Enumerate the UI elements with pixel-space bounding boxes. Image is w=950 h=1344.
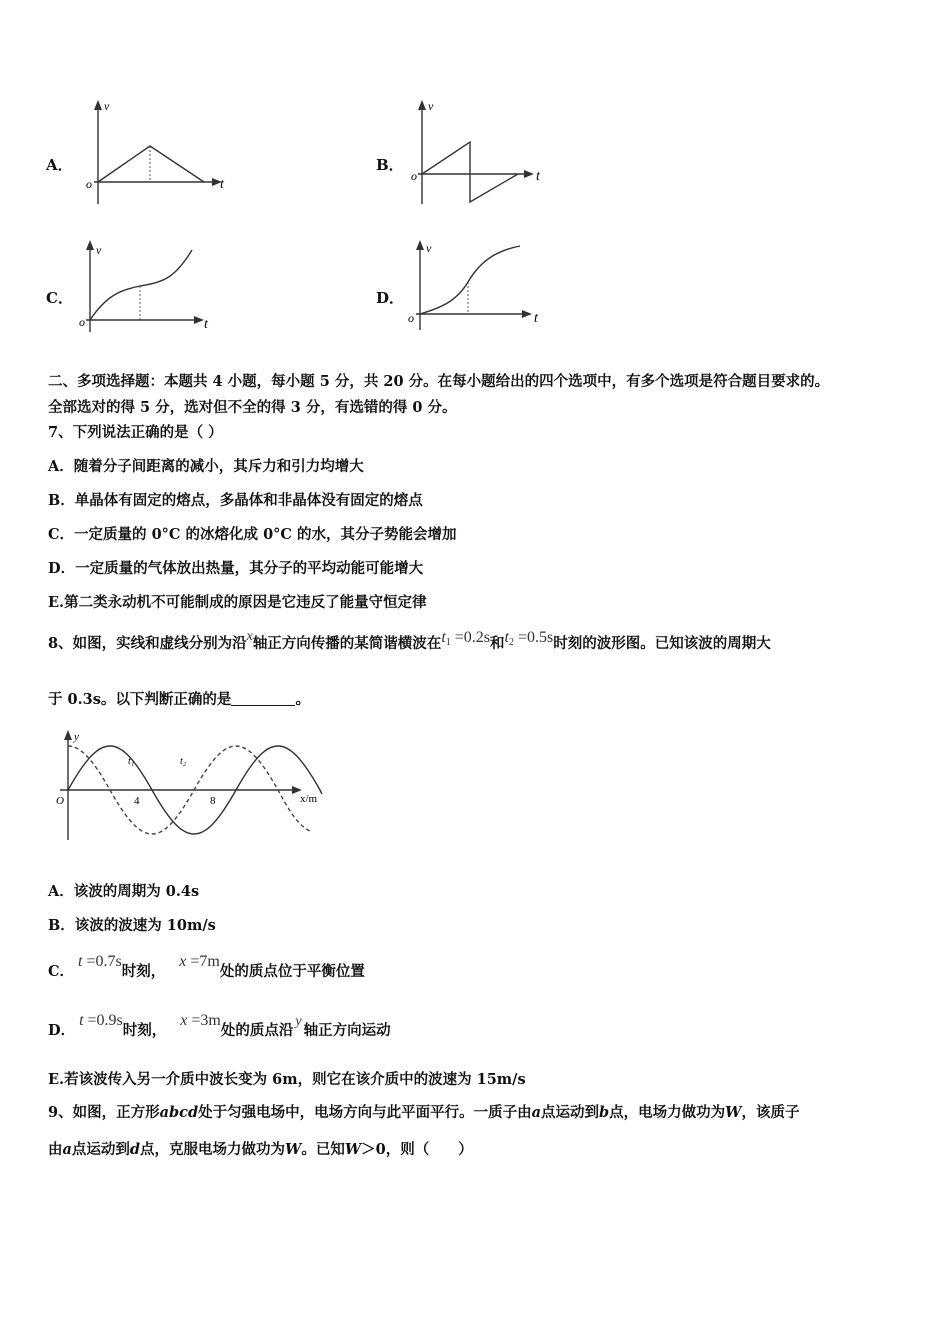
optc-t-expression: t =0.7s [78,953,122,970]
t-axis-label: t [536,169,540,184]
v-axis-arrow [94,100,102,110]
optd-t-expression: t =0.9s [79,1012,123,1029]
v-t-curve [422,142,518,202]
q8-line2-end: 。 [295,691,310,708]
v-axis-arrow [86,240,94,250]
t-axis-arrow [524,170,534,178]
v-axis-label: v [96,243,102,257]
t-axis-label: t [534,311,538,326]
q8-text-3: 时刻的波形图。已知该波的周期大 [553,635,771,652]
x-variable: x [246,629,253,644]
option-a-graph [80,96,230,208]
t1-curve-label: t₁ [128,756,135,767]
v-axis-label: v [104,99,110,113]
q8-and: 和 [490,635,505,652]
q7-option-d: D．一定质量的气体放出热量，其分子的平均动能可能增大 [48,560,424,577]
section2-instructions-line1: 二、多项选择题：本题共 4 小题，每小题 5 分，共 20 分。在每小题给出的四个选项中，有多个选项是符合题目要求的。 [48,373,830,390]
optd-x-expression: x =3m [180,1012,221,1029]
q7-option-e: E.第二类永动机不可能制成的原因是它违反了能量守恒定律 [48,594,427,611]
option-c-graph [76,236,226,340]
origin-label: o [411,169,417,183]
section2-instructions-line2: 全部选对的得 5 分，选对但不全的得 3 分，有选错的得 0 分。 [48,399,457,416]
option-b-graph [406,96,556,208]
tick-8: 8 [210,795,216,807]
origin-label: o [408,311,414,325]
t1-expression: $t_1 =0.2s$ [441,629,491,648]
q8-option-e: E.若该波传入另一介质中波长变为 6m，则它在该介质中的波速为 15m/s [48,1071,526,1088]
q8-line2-text: 于 0.3s。以下判断正确的是 [48,691,232,708]
q9-stem-line2: 由a点运动到d点，克服电场力做功为W。已知W＞0，则（ ） [48,1141,473,1158]
optc-x-expression: x =7m [179,953,220,970]
v-t-curve [420,246,520,314]
q8-option-c: C．t =0.7s时刻，x =7m处的质点位于平衡位置 [48,953,365,980]
q8-option-b: B．该波的波速为 10m/s [48,917,216,934]
origin-label: o [86,177,92,191]
q8-stem-line2 [48,688,310,709]
wave-figure [50,728,340,844]
option-d-label: D． [376,289,405,307]
q9-stem-line1: 9、如图，正方形abcd处于匀强电场中，电场方向与此平面平行。一质子由a点运动到b点，电场力做功为W，该质子 [48,1104,800,1121]
v-axis-arrow [416,240,424,250]
t2-curve-label: t₂ [180,756,187,767]
t-axis-arrow [522,310,532,318]
q7-option-c: C．一定质量的 0°C 的冰熔化成 0°C 的水，其分子势能会增加 [48,526,457,543]
v-t-curve [90,250,192,320]
v-axis-label: v [426,241,432,255]
q7-stem: 7、下列说法正确的是（ ） [48,424,223,441]
origin-label: o [79,315,85,329]
answer-blank[interactable] [231,691,295,706]
q8-stem-line1 [48,629,771,654]
y-axis-arrow [64,730,72,740]
v-axis-label: v [428,99,434,113]
option-b-label: B． [376,156,404,174]
q8-option-d: D．t =0.9s时刻，x =3m处的质点沿y轴正方向运动 [48,1012,391,1039]
q8-text-1: 8、如图，实线和虚线分别为沿 [48,635,247,652]
q8-option-a: A．该波的周期为 0.4s [48,883,200,900]
v-axis-arrow [418,100,426,110]
tick-4: 4 [134,795,140,807]
v-t-curve [98,146,204,182]
q8-text-2: 轴正方向传播的某简谐横波在 [252,635,442,652]
t-axis-label: t [204,317,208,332]
origin-label: O [56,795,64,807]
option-a-label: A． [46,156,73,174]
q7-option-b: B．单晶体有固定的熔点，多晶体和非晶体没有固定的熔点 [48,492,423,509]
option-c-label: C． [46,289,73,307]
t-axis-label: t [220,177,224,192]
t2-expression: $t_2 =0.5s$ [504,629,554,648]
y-axis-label: y [74,731,79,743]
t-axis-arrow [194,316,204,324]
q7-option-a: A．随着分子间距离的减小，其斥力和引力均增大 [48,458,364,475]
option-d-graph [404,236,554,340]
x-axis-label: x/m [300,793,318,805]
